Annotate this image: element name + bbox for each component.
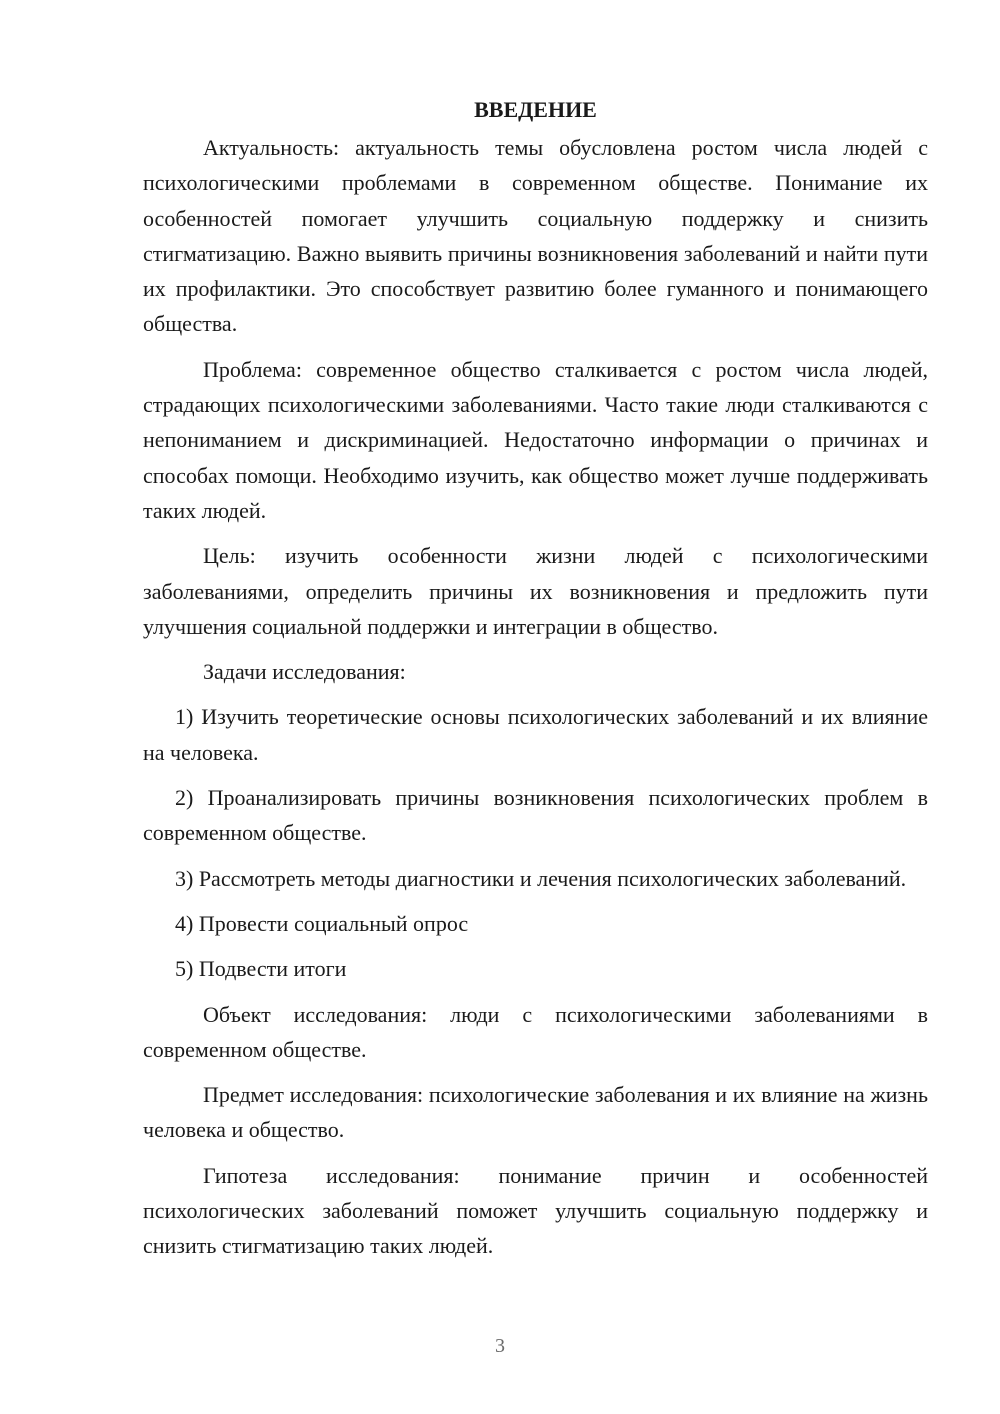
goal-paragraph: Цель: изучить особенности жизни людей с психологическими заболеваниями, определить причины их возникновения и предложить пути улучшения социальной поддержки и интеграции в общество.: [143, 543, 928, 639]
tasks-heading: Задачи исследования:: [203, 659, 406, 685]
hypothesis-paragraph: Гипотеза исследования: понимание причин и особенностей психологических заболеваний поможет улучшить социальную поддержку и снизить стигматизацию таких людей.: [143, 1162, 928, 1259]
task-item: 2) Проанализировать причины возникновения психологических проблем в современном обществе.: [143, 785, 928, 846]
problem-paragraph: Проблема: современное общество сталкивается с ростом числа людей, страдающих психологическими заболеваниями. Часто такие люди сталкиваются с непониманием и дискриминацией. Недостаточно информации о причинах и способах помощи. Необходимо изучить, как общество может лучше поддерживать таких людей.: [143, 356, 928, 523]
page-title: ВВЕДЕНИЕ: [474, 97, 597, 122]
document-page: [143, 92, 928, 1274]
task-item: 1) Изучить теоретические основы психологических заболеваний и их влияние на человека.: [143, 704, 928, 765]
page-number: 3: [495, 1335, 505, 1357]
task-item: 3) Рассмотреть методы диагностики и лечения психологических заболеваний.: [175, 865, 907, 891]
relevance-paragraph: Актуальность: актуальность темы обусловлена ростом числа людей с психологическими проблемами в современном обществе. Понимание их особенностей помогает улучшить социальную поддержку и снизить стигматизацию. Важно выявить причины возникновения заболеваний и найти пути их профилактики. Это способствует развитию более гуманного и понимающего общества.: [143, 135, 928, 337]
object-paragraph: Объект исследования: люди с психологическими заболеваниями в современном обществе.: [143, 1001, 928, 1062]
task-item: 4) Провести социальный опрос: [175, 910, 469, 936]
subject-paragraph: Предмет исследования: психологические заболевания и их влияние на жизнь человека и общество.: [143, 1082, 928, 1143]
task-item: 5) Подвести итоги: [175, 956, 347, 982]
